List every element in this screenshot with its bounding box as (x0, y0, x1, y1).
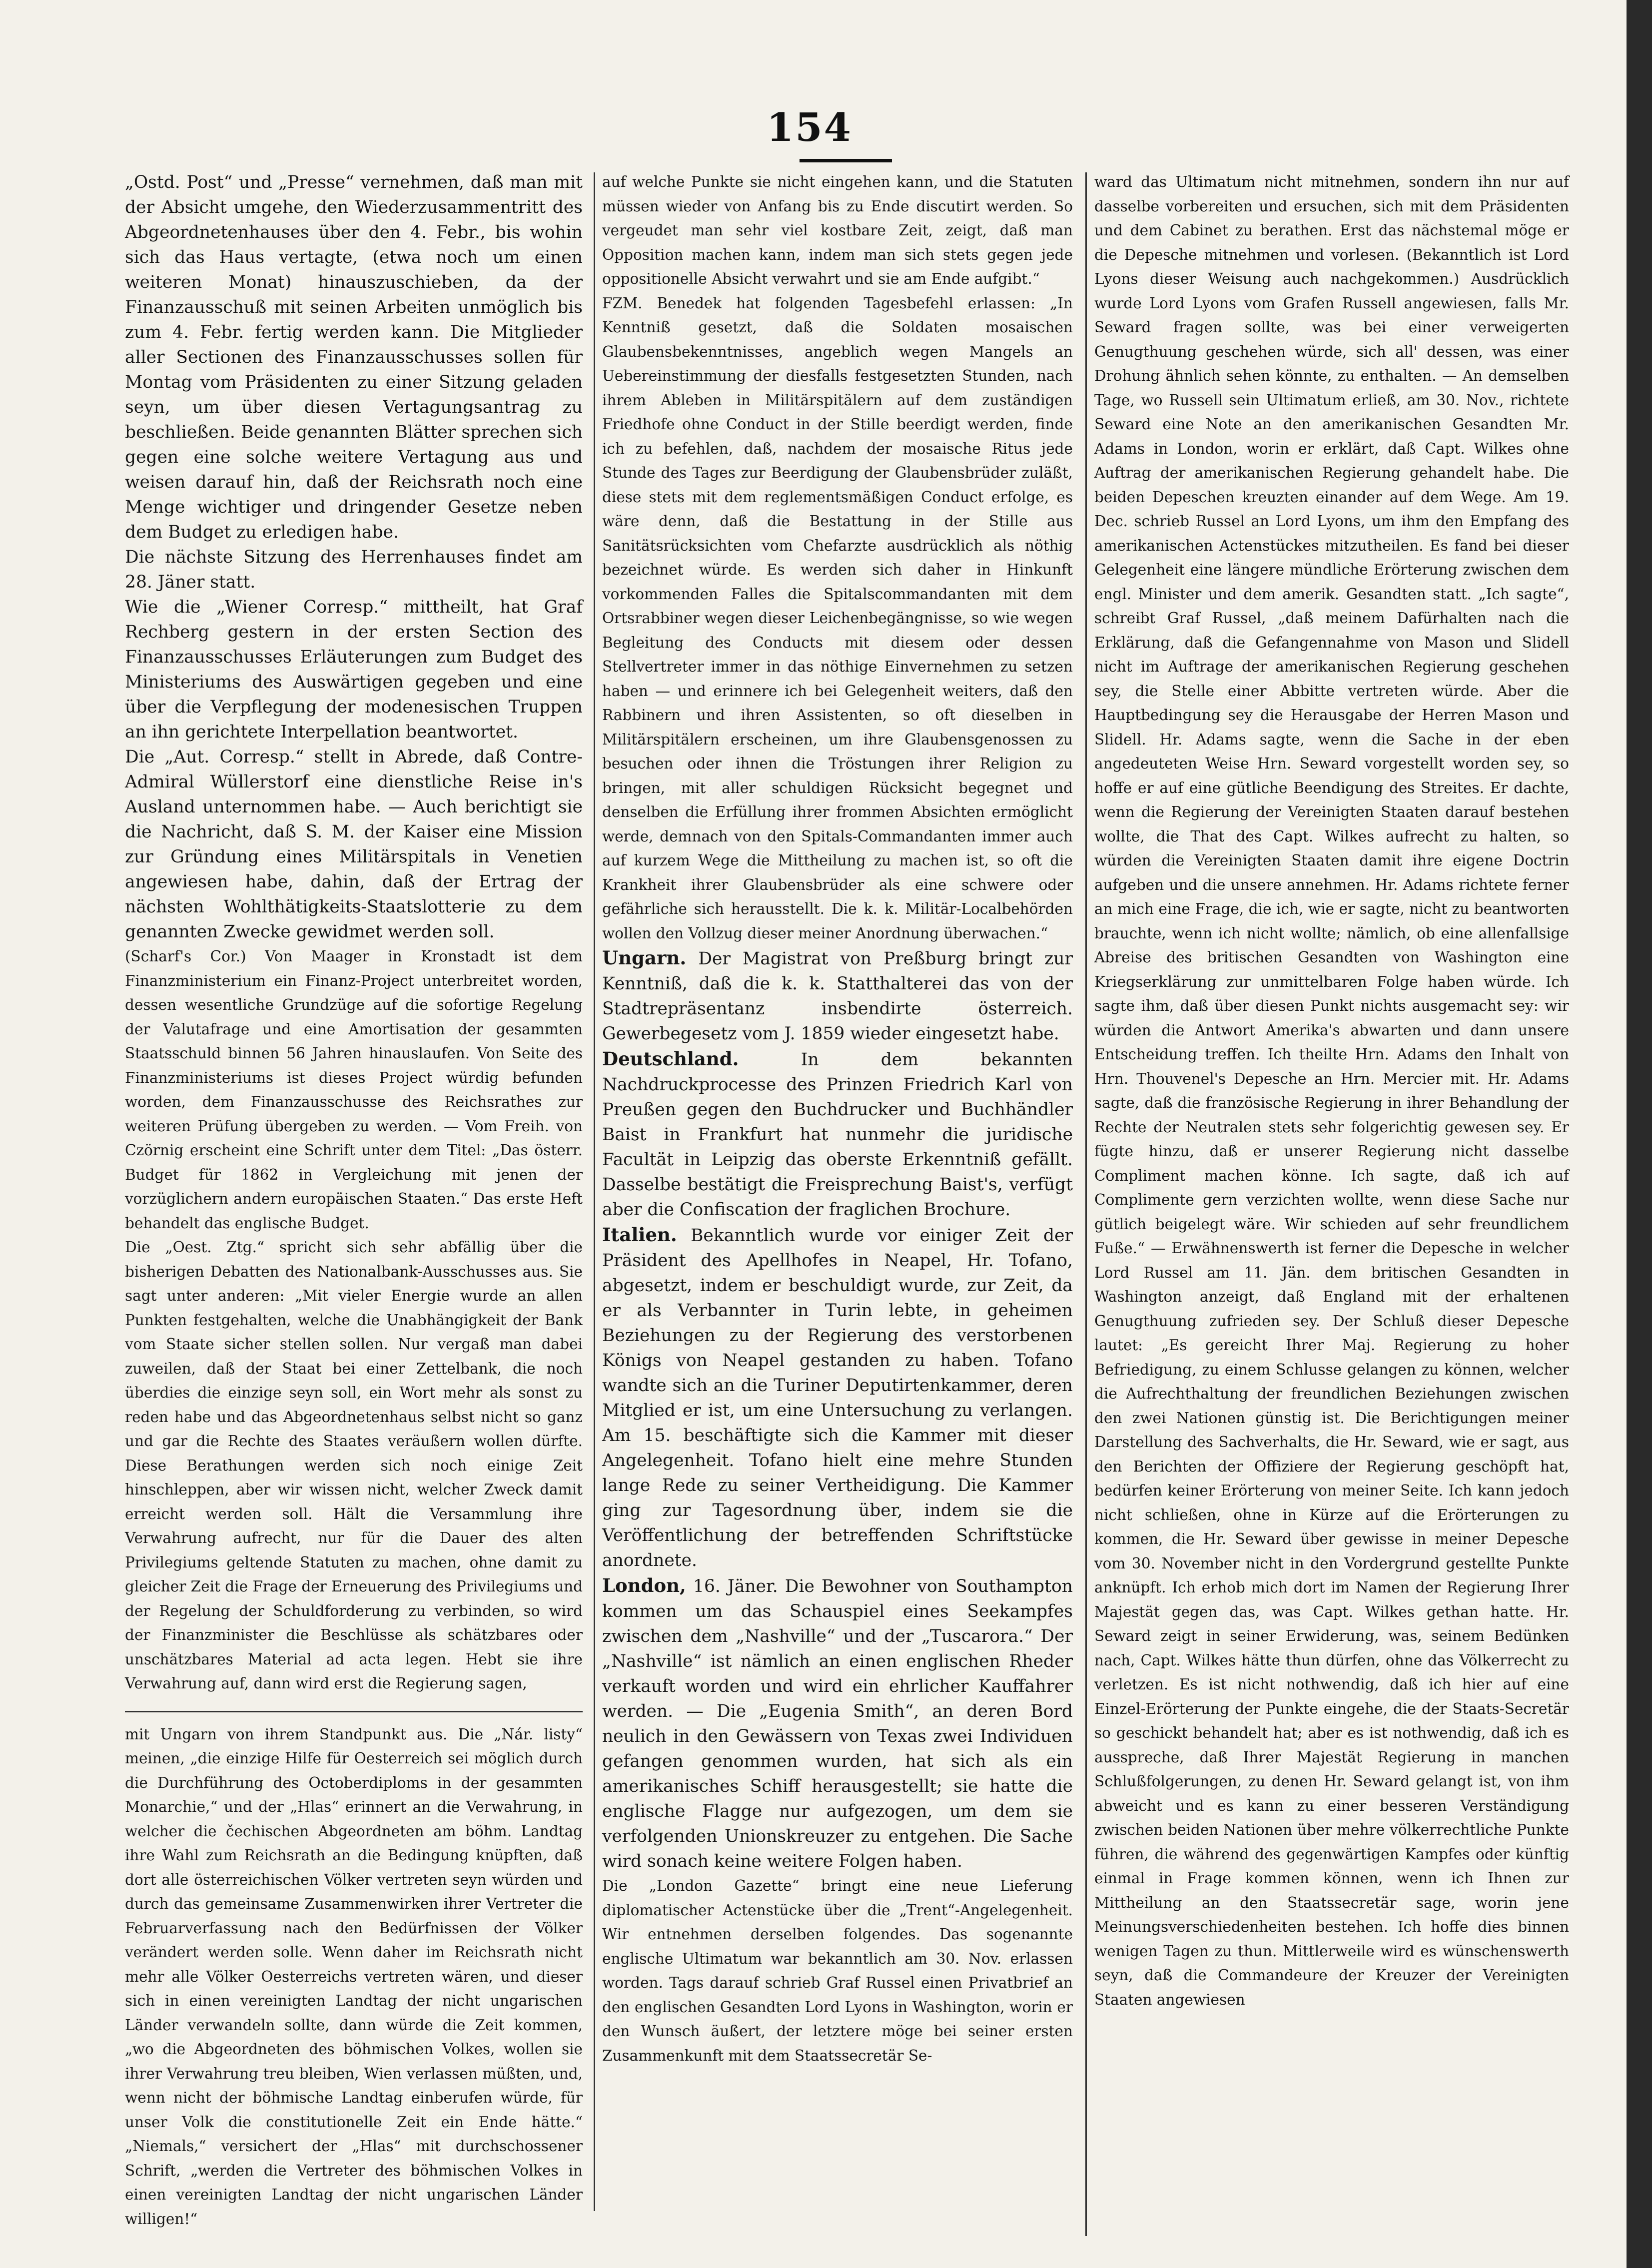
section-heading: London, (602, 1574, 686, 1596)
article-paragraph: (Scharf's Cor.) Von Maager in Kronstadt ist dem Finanzministerium ein Finanz-Project unterbreitet worden, dessen wesentliche Grundzüge auf die sofortige Regelung der Valutafrage und eine Amortisation der gesammten Staatsschuld binnen 56 Jahren hinauslaufen. Von Seite des Finanzministeriums ist dieses Project würdig befunden worden, dem Finanzausschusse des Reichsrathes zur weiteren Prüfung übergeben zu werden. — Vom Freih. von Czörnig erscheint eine Schrift unter dem Titel: „Das österr. Budget für 1862 in Vergleichung mit jenen der vorzüglichern andern europäischen Staaten.“ Das erste Heft behandelt das englische Budget. (125, 948, 583, 1232)
news-item-ungarn (602, 945, 1073, 1046)
section-heading: Italien. (602, 1224, 677, 1246)
article-paragraph: Wie die „Wiener Corresp.“ mittheilt, hat Graf Rechberg gestern in der ersten Section des Finanzausschusses Erläuterungen zum Budget des Ministeriums des Auswärtigen gegeben und eine über die Verpflegung der modenesischen Truppen an ihn gerichtete Interpellation beantwortet. (125, 597, 583, 742)
article-paragraph: Die „Oest. Ztg.“ spricht sich sehr abfällig über die bisherigen Debatten des Nationalbank-Ausschusses aus. Sie sagt unter anderen: „Mit vieler Energie wurde an allen Punkten festgehalten, welche die Unabhängigkeit der Bank vom Staate sicher stellen sollen. Nur vergaß man dabei zuweilen, daß der Staat bei einer Zettelbank, die noch überdies die einzige seyn soll, ein Wort mehr als sonst zu reden habe und das Abgeordnetenhaus selbst nicht so ganz und gar die Rechte des Staates veräußern wollen dürfte. Diese Berathungen werden sich noch einige Zeit hinschleppen, aber wir wissen nicht, welcher Zweck damit erreicht werden soll. Hält die Versammlung ihre Verwahrung aufrecht, nur für die Dauer des alten Privilegiums geltende Statuten zu machen, ohne damit zu gleicher Zeit die Frage der Erneuerung des Privilegiums und der Regelung der Schuldforderung zu verbinden, so wird der Finanzminister die Beschlüsse als schätzbares oder unschätzbares Material ad acta legen. Hebt sie ihre Verwahrung auf, dann wird erst die Regierung sagen, (125, 1239, 583, 1692)
news-item-italien (602, 1222, 1073, 1573)
article-paragraph: auf welche Punkte sie nicht eingehen kann, und die Statuten müssen wieder von Anfang bis zu Ende discutirt werden. So vergeudet man sehr viel kostbare Zeit, zeigt, daß man Opposition machen kann, indem man sich stets gegen jede oppositionelle Absicht verwahrt und sie am Ende aufgibt.“ (602, 173, 1073, 287)
news-item-london (602, 1573, 1073, 1874)
article-text: Bekanntlich wurde vor einiger Zeit der Präsident des Apellhofes in Neapel, Hr. Tofano, abgesetzt, indem er beschuldigt wurde, zur Zeit, da er als Verbannter in Turin lebte, in geheimen Beziehungen zu der Regierung des verstorbenen Königs von Neapel gestanden zu haben. Tofano wandte sich an die Turiner Deputirtenkammer, deren Mitglied er ist, um eine Untersuchung zu verlangen. Am 15. beschäftigte sich die Kammer mit dieser Angelegenheit. Tofano hielt eine mehre Stunden lange Rede zu seiner Vertheidigung. Die Kammer ging zur Tagesordnung über, indem sie die Veröffentlichung der betreffenden Schriftstücke anordnete. (602, 1226, 1073, 1570)
article-paragraph: „Ostd. Post“ und „Presse“ vernehmen, daß man mit der Absicht umgehe, den Wiederzusammentritt des Abgeordnetenhauses über den 4. Febr., bis wohin sich das Haus vertagte, (etwa noch um einen weiteren Monat) hinauszuschieben, da der Finanzausschuß mit seinen Arbeiten unmöglich bis zum 4. Febr. fertig werden kann. Die Mitglieder aller Sectionen des Finanzausschusses sollen für Montag vom Präsidenten zu einer Sitzung geladen seyn, um über diesen Vertagungsantrag zu beschließen. Beide genannten Blätter sprechen sich gegen eine solche weitere Vertagung aus und weisen darauf hin, daß der Reichsrath noch eine Menge wichtiger und dringender Gesetze neben dem Budget zu erledigen habe. (125, 172, 583, 542)
column-2 (602, 170, 1073, 2229)
column-divider-2 (1085, 172, 1087, 2236)
article-text: 16. Jäner. Die Bewohner von Southampton kommen um das Schauspiel eines Seekampfes zwischen dem „Nashville“ und der „Tuscarora.“ Der „Nashville“ ist nämlich an einen englischen Rheder verkauft worden und wird ein ehrlicher Kauffahrer werden. — Die „Eugenia Smith“, an deren Bord neulich in den Gewässern von Texas zwei Individuen gefangen genommen wurden, hat sich als ein amerikanisches Schiff herausgestellt; sie hatte die englische Flagge nur aufgezogen, um dem sie verfolgenden Unionskreuzer zu entgehen. Die Sache wird sonach keine weitere Folgen haben. (602, 1576, 1073, 1871)
article-paragraph: FZM. Benedek hat folgenden Tagesbefehl erlassen: „In Kenntniß gesetzt, daß die Soldaten mosaischen Glaubensbekenntnisses, angeblich wegen Mangels an Uebereinstimmung der diesfalls festgesetzten Stunden, nach ihrem Ableben in Militärspitälern auf dem zuständigen Friedhofe ohne Conduct in der Stille beerdigt werden, finde ich zu befehlen, daß, nachdem der mosaische Ritus jede Stunde des Tages zur Beerdigung der Glaubensbrüder zuläßt, diese stets mit dem reglementsmäßigen Conduct erfolge, es wäre denn, daß die Bestattung in der Stille aus Sanitätsrücksichten vom Chefarzte ausdrücklich als nöthig bezeichnet würde. Es werden sich daher in Hinkunft vorkommenden Falles die Spitalscommandanten mit dem Ortsrabbiner wegen dieser Leichenbegängnisse, so wie wegen Begleitung des Conducts mit diesem oder dessen Stellvertreter immer in das nöthige Einvernehmen zu setzen haben — und erinnere ich bei Gelegenheit weiters, daß den Rabbinern und ihren Assistenten, so oft dieselben in Militärspitälern erscheinen, um ihre Glaubensgenossen zu besuchen oder ihnen die Tröstungen ihrer Religion zu bringen, mit aller schuldigen Rücksicht begegnet und denselben die Erfüllung ihrer frommen Absichten ermöglicht werde, demnach von den Spitals-Commandanten immer auch auf kurzem Wege die Mittheilung zu machen ist, so oft die Krankheit ihrer Glaubensbrüder als eine schwere oder gefährliche sich herausstellt. Die k. k. Militär-Localbehörden wollen den Vollzug dieser meiner Anordnung überwachen.“ (602, 294, 1073, 942)
column-3 (1094, 170, 1569, 2229)
article-paragraph: Die „Aut. Corresp.“ stellt in Abrede, daß Contre-Admiral Wüllerstorf eine dienstliche Reise in's Ausland unternommen habe. — Auch berichtigt sie die Nachricht, daß S. M. der Kaiser eine Mission zur Gründung eines Militärspitals in Venetien angewiesen habe, dahin, daß der Ertrag der nächsten Wohlthätigkeits-Staatslotterie zu dem genannten Zwecke gewidmet werden soll. (125, 747, 583, 942)
scan-edge (1627, 0, 1652, 2268)
news-item-deutschland (602, 1046, 1073, 1222)
section-heading: Deutschland. (602, 1048, 739, 1070)
article-text: In dem bekannten Nachdruckprocesse des Prinzen Friedrich Karl von Preußen gegen den Buchdrucker und Buchhändler Baist in Frankfurt hat nunmehr die juridische Facultät in Leipzig das oberste Erkenntniß gefällt. Dasselbe bestätigt die Freisprechung Baist's, verfügt aber die Confiscation der fraglichen Brochure. (602, 1050, 1073, 1220)
article-text: Der Magistrat von Preßburg bringt zur Kenntniß, daß die k. k. Statthalterei das von der Stadtrepräsentanz insbendirte österreich. Gewerbegesetz vom J. 1859 wieder eingesetzt habe. (602, 949, 1073, 1044)
section-separator (125, 1711, 583, 1712)
column-divider-1 (594, 172, 595, 2211)
section-heading: Ungarn. (602, 947, 687, 969)
page-number: 154 (767, 105, 852, 150)
page-number-underline (800, 159, 892, 162)
article-paragraph: mit Ungarn von ihrem Standpunkt aus. Die „Nár. listy“ meinen, „die einzige Hilfe für Oesterreich sei möglich durch die Durchführung des Octoberdiploms in der gesammten Monarchie,“ und der „Hlas“ erinnert an die Verwahrung, in welcher die čechischen Abgeordneten am böhm. Landtag ihre Wahl zum Reichsrath an die Bedingung knüpften, daß dort alle österreichischen Völker vertreten seyn würden und durch das gemeinsame Zusammenwirken ihrer Vertreter die Februarverfassung nach den Bedürfnissen der Völker verändert werden solle. Wenn daher im Reichsrath nicht mehr alle Völker Oesterreichs vertreten wären, und dieser sich in einen vereinigten Landtag der nicht ungarischen Länder verwandeln sollte, dann würde die Zeit kommen, „wo die Abgeordneten des böhmischen Volkes, wollen sie ihrer Verwahrung treu bleiben, Wien verlassen müßten, und, wenn nicht der böhmische Landtag einberufen würde, für unser Volk die constitutionelle Zeit ein Ende hätte.“ „Niemals,“ versichert der „Hlas“ mit durchschossener Schrift, „werden die Vertreter des böhmischen Volkes in einen vereinigten Landtag der nicht ungarischen Länder willigen!“ (125, 1725, 583, 2228)
article-paragraph: ward das Ultimatum nicht mitnehmen, sondern ihn nur auf dasselbe vorbereiten und ersuchen, sich mit dem Präsidenten und dem Cabinet zu berathen. Erst das nächstemal möge er die Depesche mitnehmen und vorlesen. (Bekanntlich ist Lord Lyons dieser Weisung auch nachgekommen.) Ausdrücklich wurde Lord Lyons vom Grafen Russell angewiesen, falls Mr. Seward fragen sollte, was bei einer verweigerten Genugthuung geschehen würde, sich all' dessen, was einer Drohung ähnlich sehen könnte, zu enthalten. — An demselben Tage, wo Russell sein Ultimatum erließ, am 30. Nov., richtete Seward eine Note an den amerikanischen Gesandten Mr. Adams in London, worin er erklärt, daß Capt. Wilkes ohne Auftrag der amerikanischen Regierung gehandelt habe. Die beiden Depeschen kreuzten einander auf dem Wege. Am 19. Dec. schrieb Russel an Lord Lyons, um ihm den Empfang des amerikanischen Actenstückes mitzutheilen. Es fand bei dieser Gelegenheit eine längere mündliche Erörterung zwischen dem engl. Minister und dem amerik. Gesandten statt. „Ich sagte“, schreibt Graf Russel, „daß meinem Dafürhalten nach die Erklärung, daß die Gefangennahme von Mason und Slidell nicht im Auftrage der amerikanischen Regierung geschehen sey, die Stelle einer Abbitte vertreten würde. Aber die Hauptbedingung sey die Herausgabe der Herren Mason und Slidell. Hr. Adams sagte, wenn die Sache in der eben angedeuteten Weise Hrn. Seward vorgestellt worden sey, so hoffe er auf eine gütliche Beendigung des Streites. Er dachte, wenn die Regierung der Vereinigten Staaten darauf bestehen wollte, die That des Capt. Wilkes aufrecht zu halten, so würden die Vereinigten Staaten damit ihre eigene Doctrin aufgeben und die unsere annehmen. Hr. Adams richtete ferner an mich eine Frage, die ich, wie er sagte, nicht zu beantworten brauchte, wenn ich nicht wollte; nämlich, ob eine allenfallsige Abreise des britischen Gesandten von Washington eine Kriegserklärung zur unmittelbaren Folge haben würde. Ich sagte ihm, daß über diesen Punkt nichts ausgemacht sey: wir würden die Antwort Amerika's abwarten und dann unsere Entscheidung treffen. Ich theilte Hrn. Adams den Inhalt von Hrn. Thouvenel's Depesche an Hrn. Mercier mit. Hr. Adams sagte, daß die französische Regierung in ihrer Behandlung der Rechte der Neutralen stets sehr folgerichtig gewesen sey. Er fügte hinzu, daß er unserer Regierung nicht dasselbe Compliment machen könne. Ich sagte, daß ich auf Complimente gern verzichten wollte, wenn diese Sache nur gütlich beigelegt wäre. Wir schieden auf sehr freundlichem Fuße.“ — Erwähnenswerth ist ferner die Depesche in welcher Lord Russel am 11. Jän. dem britischen Gesandten in Washington anzeigt, daß England mit der erhaltenen Genugthuung zufrieden sey. Der Schluß dieser Depesche lautet: „Es gereicht Ihrer Maj. Regierung zu hoher Befriedigung, zu einem Schlusse gelangen zu können, welcher die Aufrechthaltung der freundlichen Beziehungen zwischen den zwei Nationen günstig ist. Die Berichtigungen meiner Darstellung des Sachverhalts, die Hr. Seward, wie er sagt, aus den Berichten der Offiziere der Regierung geschöpft hat, bedürfen keiner Erörterung von meiner Seite. Ich kann jedoch nicht schließen, ohne in Kürze auf die Erörterungen zu kommen, die Hr. Seward über gewisse in meiner Depesche vom 30. November nicht in den Vordergrund gestellte Punkte anknüpft. Ich erhob mich dort im Namen der Regierung Ihrer Majestät gegen das, was Capt. Wilkes gethan hatte. Hr. Seward zeigt in seiner Erwiderung, was, seinem Bedünken nach, Capt. Wilkes hätte thun dürfen, ohne das Völkerrecht zu verletzen. Es ist nicht nothwendig, daß ich hier auf eine Einzel-Erörterung der Punkte eingehe, die der Staats-Secretär so geschickt behandelt hat; aber es ist nothwendig, daß ich es ausspreche, daß Ihrer Majestät Regierung in manchen Schlußfolgerungen, zu denen Hr. Seward gelangt ist, von ihm abweicht und es kann zu einer besseren Verständigung zwischen beiden Nationen über mehre völkerrechtliche Punkte führen, die während des gegenwärtigen Kampfes oder künftig einmal in Frage kommen können, wenn ich Ihnen zur Mittheilung an den Staatssecretär sage, worin jene Meinungsverschiedenheiten bestehen. Ich hoffe dies binnen wenigen Tagen zu thun. Mittlerweile wird es wünschenswerth seyn, daß die Commandeure der Kreuzer der Vereinigten Staaten angewiesen (1094, 173, 1569, 2008)
article-paragraph: Die nächste Sitzung des Herrenhauses findet am 28. Jäner statt. (125, 547, 583, 592)
article-paragraph: Die „London Gazette“ bringt eine neue Lieferung diplomatischer Actenstücke über die „Trent“-Angelegenheit. Wir entnehmen derselben folgendes. Das sogenannte englische Ultimatum war bekanntlich am 30. Nov. erlassen worden. Tags darauf schrieb Graf Russel einen Privatbrief an den englischen Gesandten Lord Lyons in Washington, worin er den Wunsch äußert, der letztere möge bei seiner ersten Zusammenkunft mit dem Staatssecretär Se- (602, 1877, 1073, 2064)
column-1 (125, 170, 583, 2228)
